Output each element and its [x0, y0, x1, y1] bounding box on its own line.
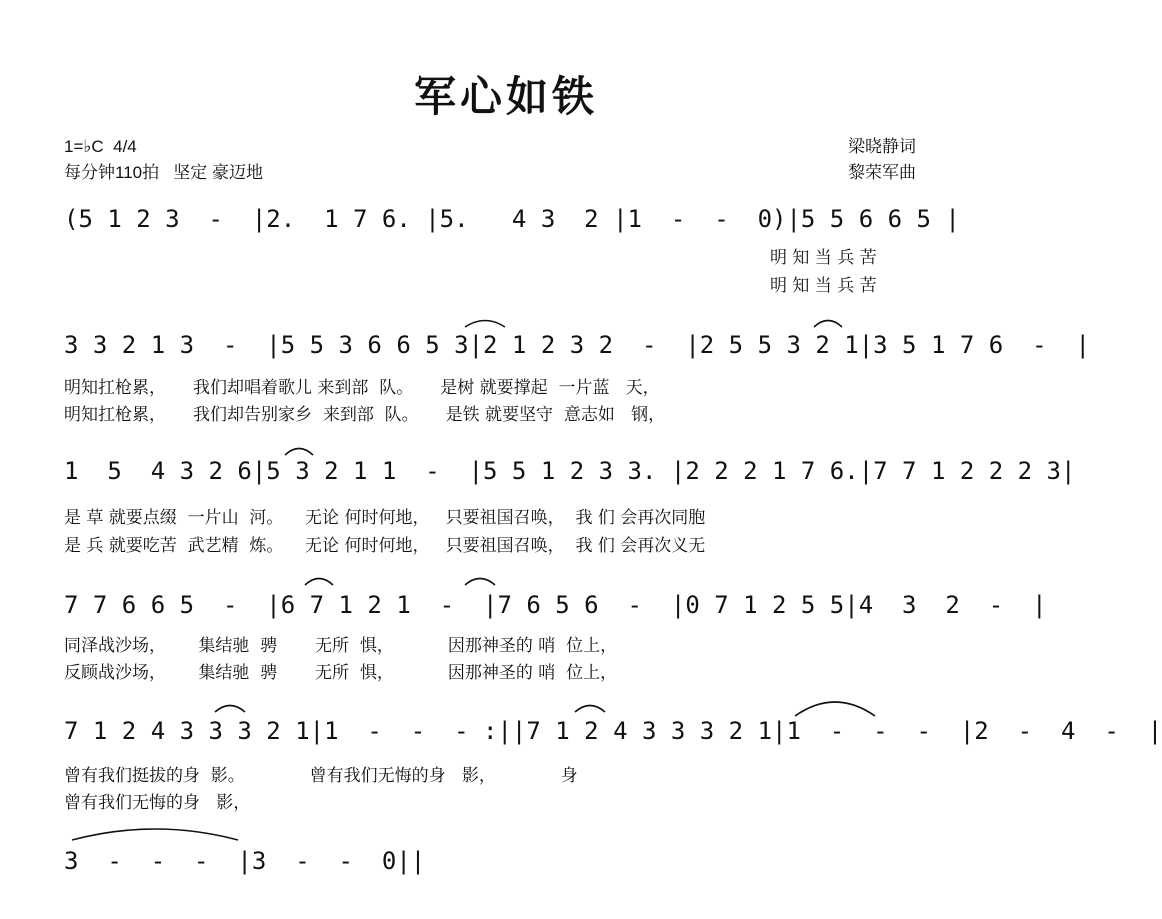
slur	[814, 321, 842, 328]
notation-line-3: 1 5 4 3 2 6|5 3 2 1 1 - |5 5 1 2 3 3. |2 2 2 1 7 6.|7 7 1 2 2 2 3|	[64, 457, 1076, 485]
composer: 黎荣军曲	[848, 163, 916, 182]
lyric-line-2-verse-2: 明知扛枪累， 我们却告别家乡 来到部 队。 是铁 就要坚守 意志如 钢，	[64, 405, 666, 425]
slur	[285, 449, 313, 456]
slur	[305, 579, 333, 586]
slur	[575, 706, 605, 713]
lyric-line-5-verse-1: 曾有我们挺拔的身 影。 曾有我们无悔的身 影， 身	[64, 766, 578, 786]
notation-line-4: 7 7 6 6 5 - |6 7 1 2 1 - |7 6 5 6 - |0 7 1 2 5 5|4 3 2 - |	[64, 591, 1047, 619]
lyric-line-1-verse-2: 明 知 当 兵 苦	[770, 276, 877, 296]
notation-line-2: 3 3 2 1 3 - |5 5 3 6 6 5 3|2 1 2 3 2 - |2 5 5 3 2 1|3 5 1 7 6 - |	[64, 331, 1090, 359]
notation-line-1: (5 1 2 3 - |2. 1 7 6. |5. 4 3 2 |1 - - 0)|5 5 6 6 5 |	[64, 205, 960, 233]
lyric-line-3-verse-1: 是 草 就要点缀 一片山 河。 无论 何时何地， 只要祖国召唤， 我 们 会再次同胞	[64, 508, 706, 528]
slur	[215, 706, 245, 713]
notation-line-6: 3 - - - |3 - - 0||	[64, 847, 426, 875]
lyric-line-5-verse-2: 曾有我们无悔的身 影，	[64, 793, 251, 813]
lyric-line-2-verse-1: 明知扛枪累， 我们却唱着歌儿 来到部 队。 是树 就要撑起 一片蓝 天，	[64, 378, 660, 398]
tempo-marking: 每分钟110拍 坚定 豪迈地	[64, 163, 263, 182]
slur	[72, 829, 238, 840]
song-title: 军心如铁	[413, 72, 598, 121]
lyric-line-4-verse-2: 反顾战沙场， 集结驰 骋 无所 惧， 因那神圣的 哨 位上，	[64, 663, 618, 683]
lyricist: 梁晓静词	[848, 137, 916, 156]
lyric-line-1-verse-1: 明 知 当 兵 苦	[770, 248, 877, 268]
lyric-line-4-verse-1: 同泽战沙场， 集结驰 骋 无所 惧， 因那神圣的 哨 位上，	[64, 636, 618, 656]
slur	[795, 702, 875, 716]
slur	[465, 579, 495, 586]
lyric-line-3-verse-2: 是 兵 就要吃苦 武艺精 炼。 无论 何时何地， 只要祖国召唤， 我 们 会再次义无	[64, 536, 706, 556]
notation-line-5: 7 1 2 4 3 3 3 2 1|1 - - - :||7 1 2 4 3 3 3 2 1|1 - - - |2 - 4 - |	[64, 717, 1162, 745]
key-signature: 1=♭C 4/4	[64, 137, 137, 156]
slur	[465, 321, 505, 328]
